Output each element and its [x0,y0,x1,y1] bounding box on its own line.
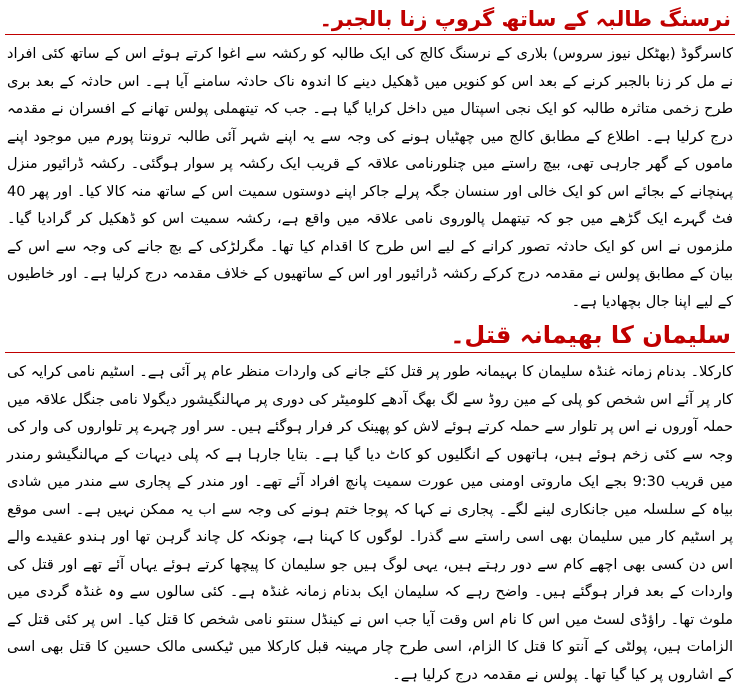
article-suleman-murder [5,318,735,689]
article-body: کاسرگوڈ (بھٹکل نیوز سروس) بلاری کے نرسنگ کالج کی ایک طالبہ کو رکشہ سے اغوا کرتے ہوئے اس کے ساتھ کئی افراد نے مل کر زنا بالجبر کرنے کے بعد اس کو کنویں میں ڈھکیل دینے کا اندوہ ناک حادثہ سامنے آیا ہے۔ اس حادثہ کے بعد بری طرح زخمی متاثرہ طالبہ کو ایک نجی اسپتال میں داخل کرایا گیا ہے۔ جب کہ تیتھملی پولس تھانے کے افسران نے مقدمہ درج کرلیا ہے۔ اطلاع کے مطابق کالج میں چھٹیاں ہونے کی وجہ سے یہ اپنے شہر آئی طالبہ ترونتا پورم میں موجود اپنے ماموں کے گھر جارہی تھی، بیچ راستے میں چنلورنامی علاقہ کے قریب ایک رکشہ پر سوار ہوگئی۔ رکشہ ڈرائیور منزل پہنچانے کے بجائے اس کو ایک خالی اور سنسان جگہ پرلے جاکر اپنے دوستوں سمیت اس کے ساتھ منہ کالا کیا۔ اور پھر 40 فٹ گہرے ایک گڑھے میں جو کہ تیتھمل پالوروی نامی علاقہ میں واقع ہے، رکشہ سمیت اس کو ڈھکیل کر گرادیا گیا۔ ملزموں نے اس کو ایک حادثہ تصور کرانے کے لیے اس طرح کا اقدام کیا تھا۔ مگرلڑکی کے بچ جانے کی وجہ سے اس کے بیان کے مطابق پولس نے مقدمہ درج کرکے رکشہ ڈرائیور اور اس کے ساتھیوں کے خلاف مقدمہ درج کرلیا ہے۔ اور خاطیوں کے لیے اپنا جال بچھادیا ہے۔ [7,46,733,310]
news-page [5,0,735,689]
article-body: کارکلا۔ بدنام زمانہ غنڈہ سلیمان کا بہیمانہ طور پر قتل کئے جانے کی واردات منظر عام پر آئی ہے۔ اسٹیم نامی کرایہ کی کار پر آئے اس شخص کو پلی کے مین روڈ سے لگ بھگ آدھے کلومیٹر کی دوری پر مہالنگیشور دیگولا نامی جنگل علاقہ میں حملہ آوروں نے اس پر تلوار سے حملہ کرتے ہوئے لاش کو پھینک کر فرار ہوگئے ہیں۔ سر اور چہرے پر تلواروں کی وار کی وجہ سے کئی زخم ہوئے ہیں، ہاتھوں کے انگلیوں کو کاٹ دیا گیا ہے۔ بتایا جارہا ہے کہ پلی دیہات کے مہالنگیشو رمندر میں قریب 9:30 بجے ایک ماروتی اومنی میں عورت سمیت پانچ افراد آئے تھے۔ اور مندر کے پجاری سے مندر میں شادی بیاہ کے سلسلہ میں جانکاری لینے لگے۔ پجاری نے کہا کہ پوجا ختم ہونے کی وجہ سے اب یہ ممکن نہیں ہے۔ اسی موقع پر اسٹیم کار میں سلیمان بھی اسی راستے سے گذرا۔ لوگوں کا کہنا ہے، چونکہ کل چاند گرہن تھا اور ہندو عقیدے والے اس دن کسی بھی اچھے کام سے دور رہتے ہیں، یہی لوگ ہیں جو سلیمان کا پیچھا کرتے ہوئے یہاں آئے تھے اور قتل کی واردات کے بعد فرار ہوگئے ہیں۔ واضح رہے کہ سلیمان ایک بدنام زمانہ غنڈہ ہے۔ کئی سالوں سے وہ غنڈہ گردی میں ملوث تھا۔ راؤڈی لسٹ میں اس کا نام اس وقت آیا جب اس نے کینڈل سنتو نامی شخص کا قتل کیا۔ اس پر کئی قتل کے الزامات ہیں، پولٹی کے آنتو کا قتل کا الزام، اسی طرح چار مہینہ قبل کارکلا میں ٹیکسی مالک حسین کا قتل بھی اسی کے اشاروں پر کیا گیا تھا۔ پولس نے مقدمہ درج کرلیا ہے۔ [7,364,733,683]
article-nursing-student [5,4,735,316]
article-headline: نرسنگ طالبہ کے ساتھ گروپ زنا بالجبر۔ [319,7,731,31]
article-headline: سلیمان کا بھیمانہ قتل۔ [450,321,731,349]
headline-divider [5,352,735,353]
headline-divider [5,34,735,35]
